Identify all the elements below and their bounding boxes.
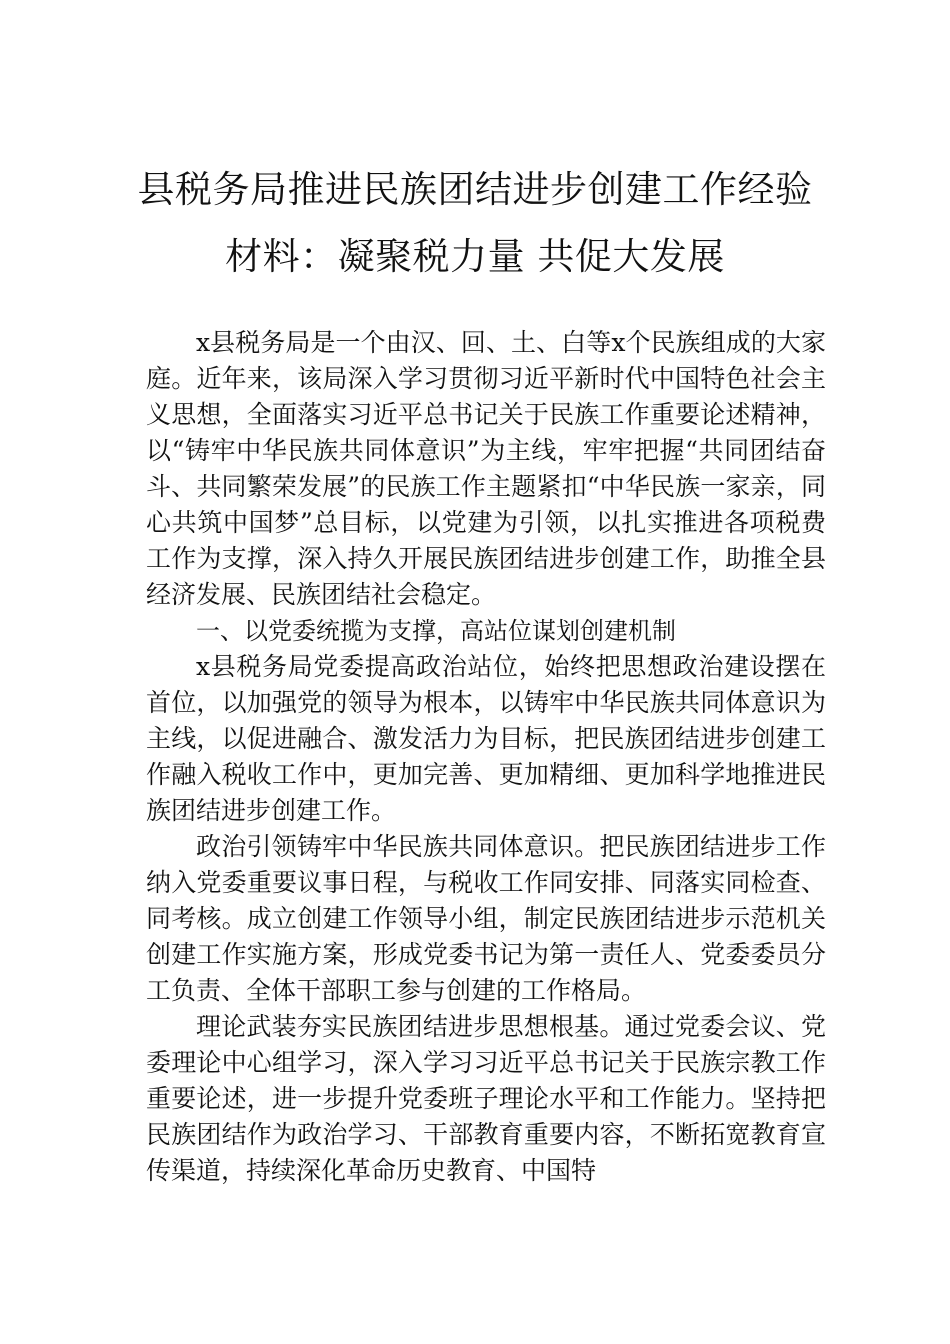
section-1-paragraph-3: 理论武装夯实民族团结进步思想根基。通过党委会议、党委理论中心组学习，深入学习习近平总书记关于民族宗教工作重要论述，进一步提升党委班子理论水平和工作能力。坚持把民族团结作为政治学习、干部教育重要内容，不断拓宽教育宣传渠道，持续深化革命历史教育、中国特 xyxy=(146,1012,826,1185)
document-title-line-1: 县税务局推进民族团结进步创建工作经验 xyxy=(137,168,813,211)
section-1-paragraph-1: x县税务局党委提高政治站位，始终把思想政治建设摆在首位，以加强党的领导为根本，以铸牢中华民族共同体意识为主线，以促进融合、激发活力为目标，把民族团结进步创建工作融入税收工作中，更加完善、更加精细、更加科学地推进民族团结进步创建工作。 xyxy=(146,652,826,825)
section-heading-1: 一、以党委统揽为支撑，高站位谋划创建机制 xyxy=(196,617,676,645)
section-1-paragraph-2: 政治引领铸牢中华民族共同体意识。把民族团结进步工作纳入党委重要议事日程，与税收工作同安排、同落实同检查、同考核。成立创建工作领导小组，制定民族团结进步示范机关创建工作实施方案，形成党委书记为第一责任人、党委委员分工负责、全体干部职工参与创建的工作格局。 xyxy=(146,832,826,1005)
intro-paragraph: x县税务局是一个由汉、回、土、白等x个民族组成的大家庭。近年来，该局深入学习贯彻习近平新时代中国特色社会主义思想，全面落实习近平总书记关于民族工作重要论述精神，以“铸牢中华民族共同体意识”为主线，牢牢把握“共同团结奋斗、共同繁荣发展”的民族工作主题紧扣“中华民族一家亲，同心共筑中国梦”总目标，以党建为引领，以扎实推进各项税费工作为支撑，深入持久开展民族团结进步创建工作，助推全县经济发展、民族团结社会稳定。 xyxy=(146,328,826,609)
document-title-line-2: 材料：凝聚税力量 共促大发展 xyxy=(225,235,725,278)
document-body xyxy=(146,325,826,1189)
